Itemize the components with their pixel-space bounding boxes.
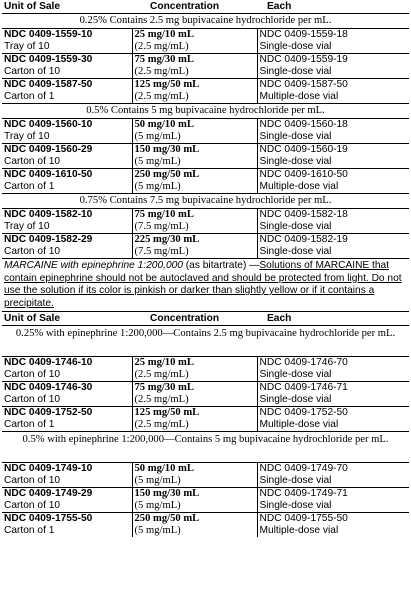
table-row <box>2 169 409 182</box>
ndc-code: NDC 0409-1582-10 <box>2 209 132 222</box>
table-row-detail <box>2 394 409 407</box>
section-title-row <box>2 104 409 119</box>
table-row-detail <box>2 221 409 234</box>
vial-type: Multiple-dose vial <box>259 91 339 102</box>
section-title: 0.5% with epinephrine 1:200,000—Contains 5 mg bupivacaine hydrochloride per mL. <box>2 432 409 463</box>
note-plain-text: (as bitartrate) — <box>182 260 260 271</box>
ndc-code: NDC 0409-1752-50 <box>2 407 132 420</box>
unit-of-sale: Carton of 1 <box>4 525 55 537</box>
each-ndc-code: NDC 0409-1582-18 <box>257 209 409 222</box>
ndc-code: NDC 0409-1559-10 <box>2 29 132 42</box>
concentration-total: 50 mg/10 mL <box>132 119 257 132</box>
concentration-total: 75 mg/30 mL <box>132 54 257 67</box>
ndc-code: NDC 0409-1755-50 <box>2 513 132 526</box>
unit-of-sale: Carton of 10 <box>4 156 61 167</box>
vial-type: Single-dose vial <box>259 131 332 142</box>
table-row <box>2 54 409 67</box>
concentration-total: 50 mg/10 mL <box>132 463 257 476</box>
vial-type: Single-dose vial <box>259 156 332 167</box>
concentration-per-ml: (5 mg/mL) <box>132 156 257 169</box>
section-title-row <box>2 194 409 209</box>
unit-of-sale: Carton of 1 <box>4 419 55 431</box>
vial-type: Single-dose vial <box>259 41 332 52</box>
vial-type: Single-dose vial <box>259 369 332 381</box>
each-ndc-code: NDC 0409-1560-19 <box>257 144 409 157</box>
unit-of-sale: Carton of 10 <box>4 369 61 381</box>
concentration-total: 150 mg/30 mL <box>132 488 257 501</box>
concentration-total: 25 mg/10 mL <box>132 357 257 370</box>
table-header-row <box>2 0 409 14</box>
ndc-code: NDC 0409-1746-10 <box>2 357 132 370</box>
table-row <box>2 209 409 222</box>
each-ndc-code: NDC 0409-1610-50 <box>257 169 409 182</box>
table-row <box>2 463 409 476</box>
vial-type: Single-dose vial <box>259 66 332 77</box>
unit-of-sale: Tray of 10 <box>4 221 50 232</box>
table-row <box>2 357 409 370</box>
each-ndc-code: NDC 0409-1560-18 <box>257 119 409 132</box>
product-table-document <box>2 0 409 537</box>
concentration-total: 125 mg/50 mL <box>132 79 257 92</box>
concentration-per-ml: (2.5 mg/mL) <box>132 369 257 382</box>
concentration-per-ml: (5 mg/mL) <box>132 131 257 144</box>
header-unit-of-sale: Unit of Sale <box>4 313 61 325</box>
table-row <box>2 144 409 157</box>
table-row <box>2 119 409 132</box>
epinephrine-note <box>2 258 409 312</box>
table-row-detail <box>2 181 409 194</box>
table-row-detail <box>2 525 409 537</box>
table-row-detail <box>2 419 409 432</box>
unit-of-sale: Carton of 1 <box>4 91 55 102</box>
concentration-total: 150 mg/30 mL <box>132 144 257 157</box>
table-row <box>2 488 409 501</box>
header-concentration: Concentration <box>150 1 220 12</box>
header-each: Each <box>267 313 292 325</box>
concentration-per-ml: (7.5 mg/mL) <box>132 221 257 234</box>
concentration-per-ml: (5 mg/mL) <box>132 500 257 513</box>
each-ndc-code: NDC 0409-1752-50 <box>257 407 409 420</box>
vial-type: Multiple-dose vial <box>259 419 339 431</box>
section-title: 0.25% Contains 2.5 mg bupivacaine hydrochloride per mL. <box>2 14 409 29</box>
concentration-total: 250 mg/50 mL <box>132 513 257 526</box>
table-row <box>2 382 409 395</box>
section-title: 0.75% Contains 7.5 mg bupivacaine hydrochloride per mL. <box>2 194 409 209</box>
ndc-code: NDC 0409-1587-50 <box>2 79 132 92</box>
note-product-name: MARCAINE with epinephrine 1:200,000 <box>4 260 183 271</box>
section-title-row <box>2 14 409 29</box>
table-row <box>2 79 409 92</box>
table-group-2 <box>2 312 409 537</box>
vial-type: Multiple-dose vial <box>259 181 339 192</box>
table-row-detail <box>2 369 409 382</box>
unit-of-sale: Carton of 10 <box>4 246 61 257</box>
concentration-per-ml: (5 mg/mL) <box>132 181 257 194</box>
concentration-per-ml: (5 mg/mL) <box>132 525 257 537</box>
header-unit-of-sale: Unit of Sale <box>4 1 61 12</box>
vial-type: Single-dose vial <box>259 475 332 487</box>
table-row-detail <box>2 475 409 488</box>
each-ndc-code: NDC 0409-1746-70 <box>257 357 409 370</box>
vial-type: Multiple-dose vial <box>259 525 339 537</box>
ndc-code: NDC 0409-1610-50 <box>2 169 132 182</box>
table-row-detail <box>2 91 409 104</box>
table-row-detail <box>2 41 409 54</box>
concentration-total: 250 mg/50 mL <box>132 169 257 182</box>
concentration-total: 125 mg/50 mL <box>132 407 257 420</box>
concentration-total: 75 mg/10 mL <box>132 209 257 222</box>
concentration-per-ml: (5 mg/mL) <box>132 475 257 488</box>
ndc-code: NDC 0409-1560-10 <box>2 119 132 132</box>
table-row-detail <box>2 500 409 513</box>
each-ndc-code: NDC 0409-1559-18 <box>257 29 409 42</box>
concentration-total: 225 mg/30 mL <box>132 234 257 247</box>
each-ndc-code: NDC 0409-1749-71 <box>257 488 409 501</box>
ndc-code: NDC 0409-1749-29 <box>2 488 132 501</box>
concentration-total: 25 mg/10 mL <box>132 29 257 42</box>
section-title-row <box>2 326 409 357</box>
concentration-per-ml: (2.5 mg/mL) <box>132 41 257 54</box>
each-ndc-code: NDC 0409-1559-19 <box>257 54 409 67</box>
table-row <box>2 29 409 42</box>
table-group-1 <box>2 0 409 258</box>
unit-of-sale: Carton of 10 <box>4 66 61 77</box>
vial-type: Single-dose vial <box>259 394 332 406</box>
concentration-per-ml: (2.5 mg/mL) <box>132 66 257 79</box>
concentration-per-ml: (2.5 mg/mL) <box>132 419 257 432</box>
table-row <box>2 234 409 247</box>
table-row-detail <box>2 66 409 79</box>
unit-of-sale: Carton of 10 <box>4 394 61 406</box>
concentration-per-ml: (7.5 mg/mL) <box>132 246 257 258</box>
table-row-detail <box>2 131 409 144</box>
ndc-code: NDC 0409-1560-29 <box>2 144 132 157</box>
ndc-code: NDC 0409-1746-30 <box>2 382 132 395</box>
table-row <box>2 513 409 526</box>
each-ndc-code: NDC 0409-1755-50 <box>257 513 409 526</box>
unit-of-sale: Carton of 10 <box>4 500 61 512</box>
table-header-row <box>2 312 409 326</box>
concentration-per-ml: (2.5 mg/mL) <box>132 394 257 407</box>
header-each: Each <box>267 1 292 12</box>
vial-type: Single-dose vial <box>259 246 332 257</box>
unit-of-sale: Carton of 10 <box>4 475 61 487</box>
concentration-total: 75 mg/30 mL <box>132 382 257 395</box>
vial-type: Single-dose vial <box>259 221 332 232</box>
each-ndc-code: NDC 0409-1746-71 <box>257 382 409 395</box>
table-row <box>2 407 409 420</box>
ndc-code: NDC 0409-1749-10 <box>2 463 132 476</box>
each-ndc-code: NDC 0409-1582-19 <box>257 234 409 247</box>
note-warning-text: Solutions of MARCAINE that contain epinephrine should not be autoclaved and should be protected from light. Do not use the solution if its color is pinkish or darker than slightly yellow or if it contains a precipitate. <box>4 260 402 309</box>
section-title-row <box>2 432 409 463</box>
table-row-detail <box>2 246 409 258</box>
vial-type: Single-dose vial <box>259 500 332 512</box>
ndc-code: NDC 0409-1582-29 <box>2 234 132 247</box>
unit-of-sale: Carton of 1 <box>4 181 55 192</box>
unit-of-sale: Tray of 10 <box>4 41 50 52</box>
unit-of-sale: Tray of 10 <box>4 131 50 142</box>
header-concentration: Concentration <box>150 313 220 325</box>
each-ndc-code: NDC 0409-1587-50 <box>257 79 409 92</box>
each-ndc-code: NDC 0409-1749-70 <box>257 463 409 476</box>
section-title: 0.25% with epinephrine 1:200,000—Contains 2.5 mg bupivacaine hydrochloride per mL. <box>2 326 409 357</box>
section-title: 0.5% Contains 5 mg bupivacaine hydrochloride per mL. <box>2 104 409 119</box>
concentration-per-ml: (2.5 mg/mL) <box>132 91 257 104</box>
ndc-code: NDC 0409-1559-30 <box>2 54 132 67</box>
table-row-detail <box>2 156 409 169</box>
